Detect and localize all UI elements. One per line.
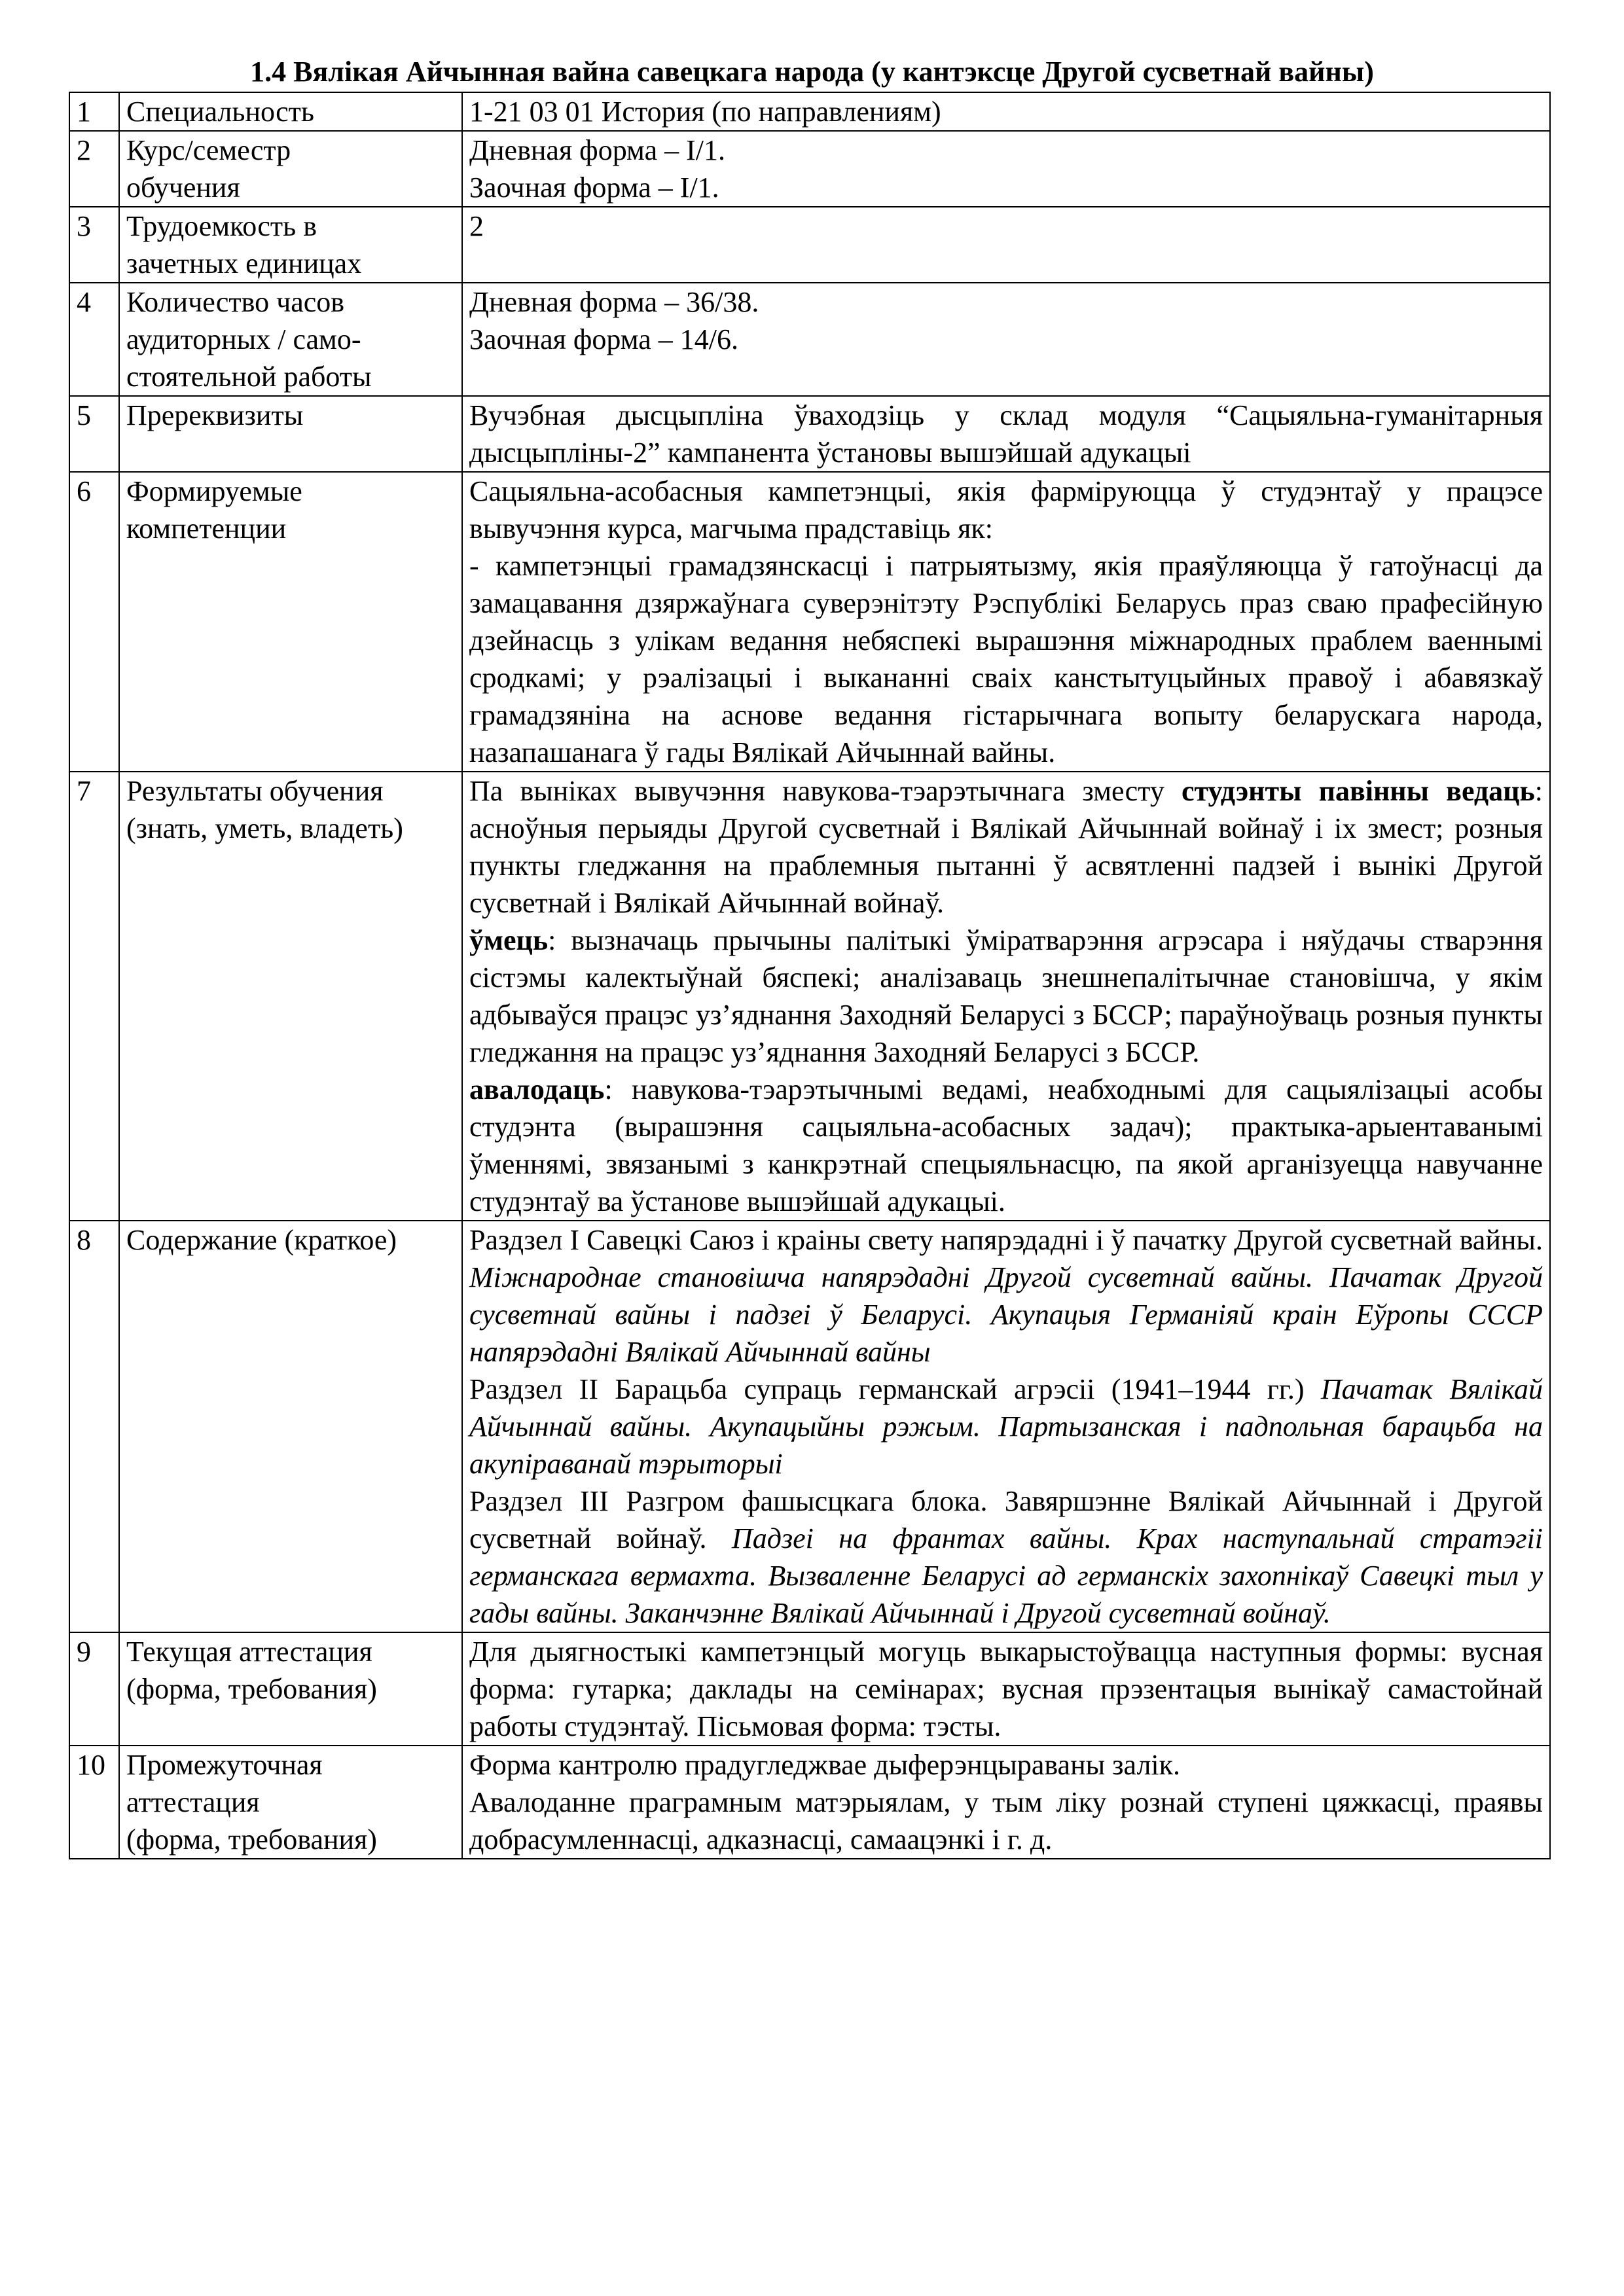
row-number: 6	[69, 472, 119, 772]
row-value	[462, 772, 1550, 1221]
paragraph: - кампетэнцыі грамадзянскасці і патрыятызму, якія праяўляюцца ў гатоўнасці да замацавання дзяржаўнага суверэнітэту Рэспублікі Беларусь праз сваю прафесійную дзейнасць з улікам ведання небяспекі вырашэння міжнародных праблем ваеннымі сродкамі; у рэалізацыі і выкананні сваіх канстытуцыйных правоў і абавязкаў грамадзяніна на аснове ведання гістарычнага вопыту беларускага народа, назапашанага ў гады Вялікай Айчыннай вайны.	[469, 550, 1543, 768]
row-label: Курс/семестр обучения	[119, 131, 462, 207]
table-row	[69, 1632, 1550, 1746]
row-value: Дневная форма – 36/38. Заочная форма – 14/6.	[462, 283, 1550, 396]
table-row	[69, 92, 1550, 131]
table-row	[69, 131, 1550, 207]
table-row	[69, 1221, 1550, 1632]
table-row	[69, 472, 1550, 772]
row-number: 10	[69, 1746, 119, 1859]
row-label: Промежуточная аттестация (форма, требования)	[119, 1746, 462, 1859]
row-label: Результаты обучения (знать, уметь, владеть)	[119, 772, 462, 1221]
row-value: Форма кантролю прадугледжвае дыферэнцыраваны залік. Авалоданне праграмным матэрыялам, у тым ліку рознай ступені цяжкасці, праявы добрасумленнасці, адказнасці, самаацэнкі і г. д.	[462, 1746, 1550, 1859]
section: Раздзел I Савецкі Саюз і краіны свету напярэдадні і ў пачатку Другой сусветнай вайны. Міжнароднае становішча напярэдадні Другой сусветнай вайны. Пачатак Другой сусветнай вайны і падзеі ў Беларусі. Акупацыя Германіяй краін Еўропы СССР напярэдадні Вялікай Айчыннай вайны	[469, 1224, 1543, 1368]
row-label: Содержание (краткое)	[119, 1221, 462, 1632]
row-number: 9	[69, 1632, 119, 1746]
section: Раздзел III Разгром фашысцкага блока. Завяршэнне Вялікай Айчыннай і Другой сусветнай войнаў. Падзеі на франтах вайны. Крах наступальнай стратэгіі германскага вермахта. Вызваленне Беларусі ад германскіх захопнікаў Савецкі тыл у гады вайны. Заканчэнне Вялікай Айчыннай і Другой сусветнай войнаў.	[469, 1485, 1543, 1629]
row-label: Трудоемкость в зачетных единицах	[119, 207, 462, 283]
row-number: 8	[69, 1221, 119, 1632]
table-row	[69, 283, 1550, 396]
row-value: Для дыягностыкі кампетэнцый могуць выкарыстоўвацца наступныя формы: вусная форма: гутарка; даклады на семінарах; вусная прэзентацыя вынікаў самастойнай работы студэнтаў. Пісьмовая форма: тэсты.	[462, 1632, 1550, 1746]
row-label: Специальность	[119, 92, 462, 131]
row-label: Количество часов аудиторных / само- стоятельной работы	[119, 283, 462, 396]
section: Раздзел II Барацьба супраць германскай агрэсіі (1941–1944 гг.) Пачатак Вялікай Айчыннай вайны. Акупацыйны рэжым. Партызанская і падпольная барацьба на акупіраванай тэрыторыі	[469, 1373, 1543, 1480]
row-label: Пререквизиты	[119, 396, 462, 472]
row-value: Вучэбная дысцыпліна ўваходзіць у склад модуля “Сацыяльна-гуманітарныя дысцыпліны-2” кампанента ўстановы вышэйшай адукацыі	[462, 396, 1550, 472]
course-info-table	[69, 92, 1551, 1859]
row-value: 1-21 03 01 История (по направлениям)	[462, 92, 1550, 131]
row-number: 3	[69, 207, 119, 283]
row-number: 2	[69, 131, 119, 207]
row-label: Текущая аттестация (форма, требования)	[119, 1632, 462, 1746]
row-number: 1	[69, 92, 119, 131]
row-value: 2	[462, 207, 1550, 283]
row-value	[462, 472, 1550, 772]
paragraph: авалодаць: навукова-тэарэтычнымі ведамі, неабходнымі для сацыялізацыі асобы студэнта (вырашэння сацыяльна-асобасных задач); практыка-арыентаванымі ўменнямі, звязанымі з канкрэтнай спецыяльнасцю, па якой арганізуецца навучанне студэнтаў ва ўстанове вышэйшай адукацыі.	[469, 1073, 1543, 1217]
table-row	[69, 207, 1550, 283]
document-title: 1.4 Вялікая Айчынная вайна савецкага народа (у кантэксце Другой сусветнай вайны)	[250, 56, 1374, 88]
row-number: 7	[69, 772, 119, 1221]
paragraph: Сацыяльна-асобасныя кампетэнцыі, якія фарміруюцца ў студэнтаў у працэсе вывучэння курса, магчыма прадставіць як:	[469, 475, 1543, 545]
row-number: 5	[69, 396, 119, 472]
table-row	[69, 396, 1550, 472]
table-row	[69, 772, 1550, 1221]
paragraph: Па выніках вывучэння навукова-тэарэтычнага зместу студэнты павінны ведаць: асноўныя перыяды Другой сусветнай і Вялікай Айчыннай войнаў і іх змест; розныя пункты гледжання на праблемныя пытанні ў асвятленні падзей і вынікі Другой сусветнай і Вялікай Айчыннай войнаў.	[469, 775, 1543, 919]
row-value: Дневная форма – I/1. Заочная форма – I/1.	[462, 131, 1550, 207]
row-number: 4	[69, 283, 119, 396]
row-value	[462, 1221, 1550, 1632]
row-label: Формируемые компетенции	[119, 472, 462, 772]
table-row	[69, 1746, 1550, 1859]
paragraph: ўмець: вызначаць прычыны палітыкі ўміратварэння агрэсара і няўдачы стварэння сістэмы калектыўнай бяспекі; аналізаваць знешнепалітычнае становішча, у якім адбываўся працэс уз’яднання Заходняй Беларусі з БССР; параўноўваць розныя пункты гледжання на працэс уз’яднання Заходняй Беларусі з БССР.	[469, 924, 1543, 1068]
